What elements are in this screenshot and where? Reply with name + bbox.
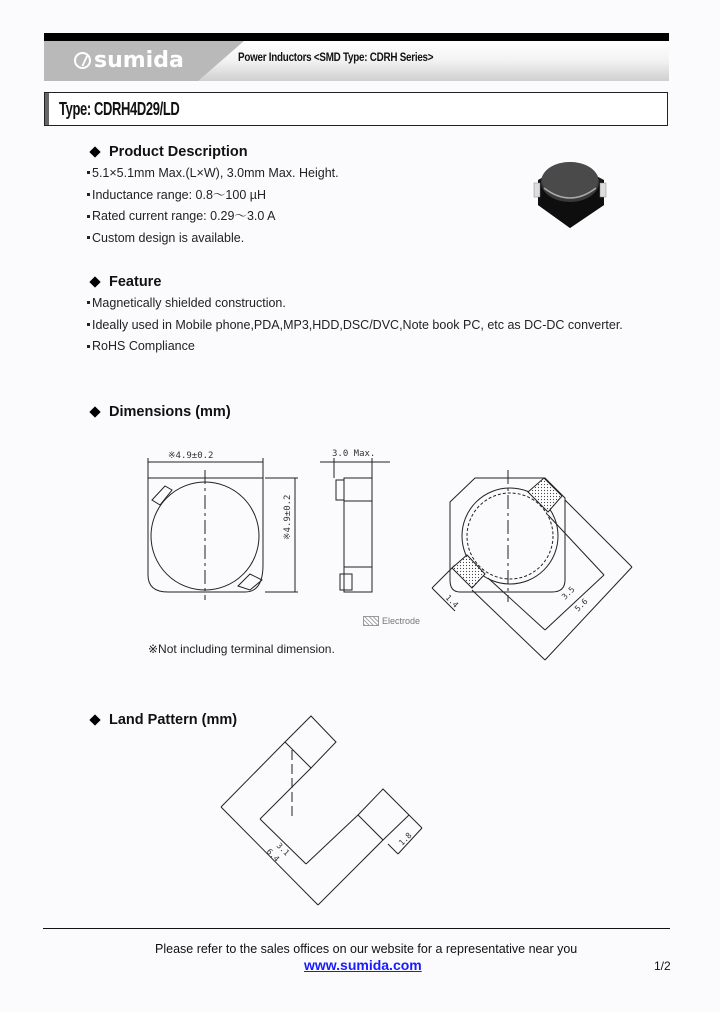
list-item-text: RoHS Compliance xyxy=(92,339,195,354)
list-item-text: 5.1×5.1mm Max.(L×W), 3.0mm Max. Height. xyxy=(92,166,339,180)
page-number: 1/2 xyxy=(654,959,671,973)
list-item-text: Rated current range: 0.29～3.0 A xyxy=(92,209,276,224)
land-inner-label: 3.1 xyxy=(274,841,292,858)
website-link[interactable]: www.sumida.com xyxy=(304,957,422,973)
dim-electrode-label: 1.4 xyxy=(443,593,461,610)
dim-outer-label: 5.6 xyxy=(573,596,590,614)
footer-text: Please refer to the sales offices on our website for a representative near you xyxy=(155,942,578,956)
header-title: Power Inductors <SMD Type: CDRH Series> xyxy=(238,50,434,64)
electrode-legend xyxy=(363,616,420,626)
land-pad-label: 1.8 xyxy=(397,830,414,848)
dim-inner-label: 3.5 xyxy=(560,584,577,602)
dim-height-label: ※4.9±0.2 xyxy=(283,494,293,540)
list-item-text: Custom design is available. xyxy=(92,231,245,246)
list-item-text: Magnetically shielded construction. xyxy=(92,296,286,310)
heading-text: Dimensions (mm) xyxy=(109,404,231,420)
land-outer-label: 6.4 xyxy=(264,847,282,864)
list-item-text: Inductance range: 0.8～100 µH xyxy=(92,187,266,202)
legend-text: Electrode xyxy=(382,616,421,626)
footer-divider xyxy=(43,928,670,929)
list-item-text: Ideally used in Mobile phone,PDA,MP3,HDD,DSC/DVC,Note book PC, etc as DC-DC converter. xyxy=(92,317,623,332)
electrode-swatch xyxy=(363,616,379,626)
heading-text: Product Description xyxy=(109,144,248,160)
land-pattern-drawing xyxy=(0,700,720,930)
dim-thickness-label: 3.0 Max. xyxy=(332,449,376,459)
dim-width-label: ※4.9±0.2 xyxy=(168,451,214,461)
type-label: Type: CDRH4D29/LD xyxy=(59,99,180,119)
logo-text: sumida xyxy=(94,48,184,73)
heading-text: Feature xyxy=(109,274,162,290)
heading-text: Land Pattern (mm) xyxy=(109,712,238,728)
dimension-note: ※Not including terminal dimension. xyxy=(148,642,335,656)
